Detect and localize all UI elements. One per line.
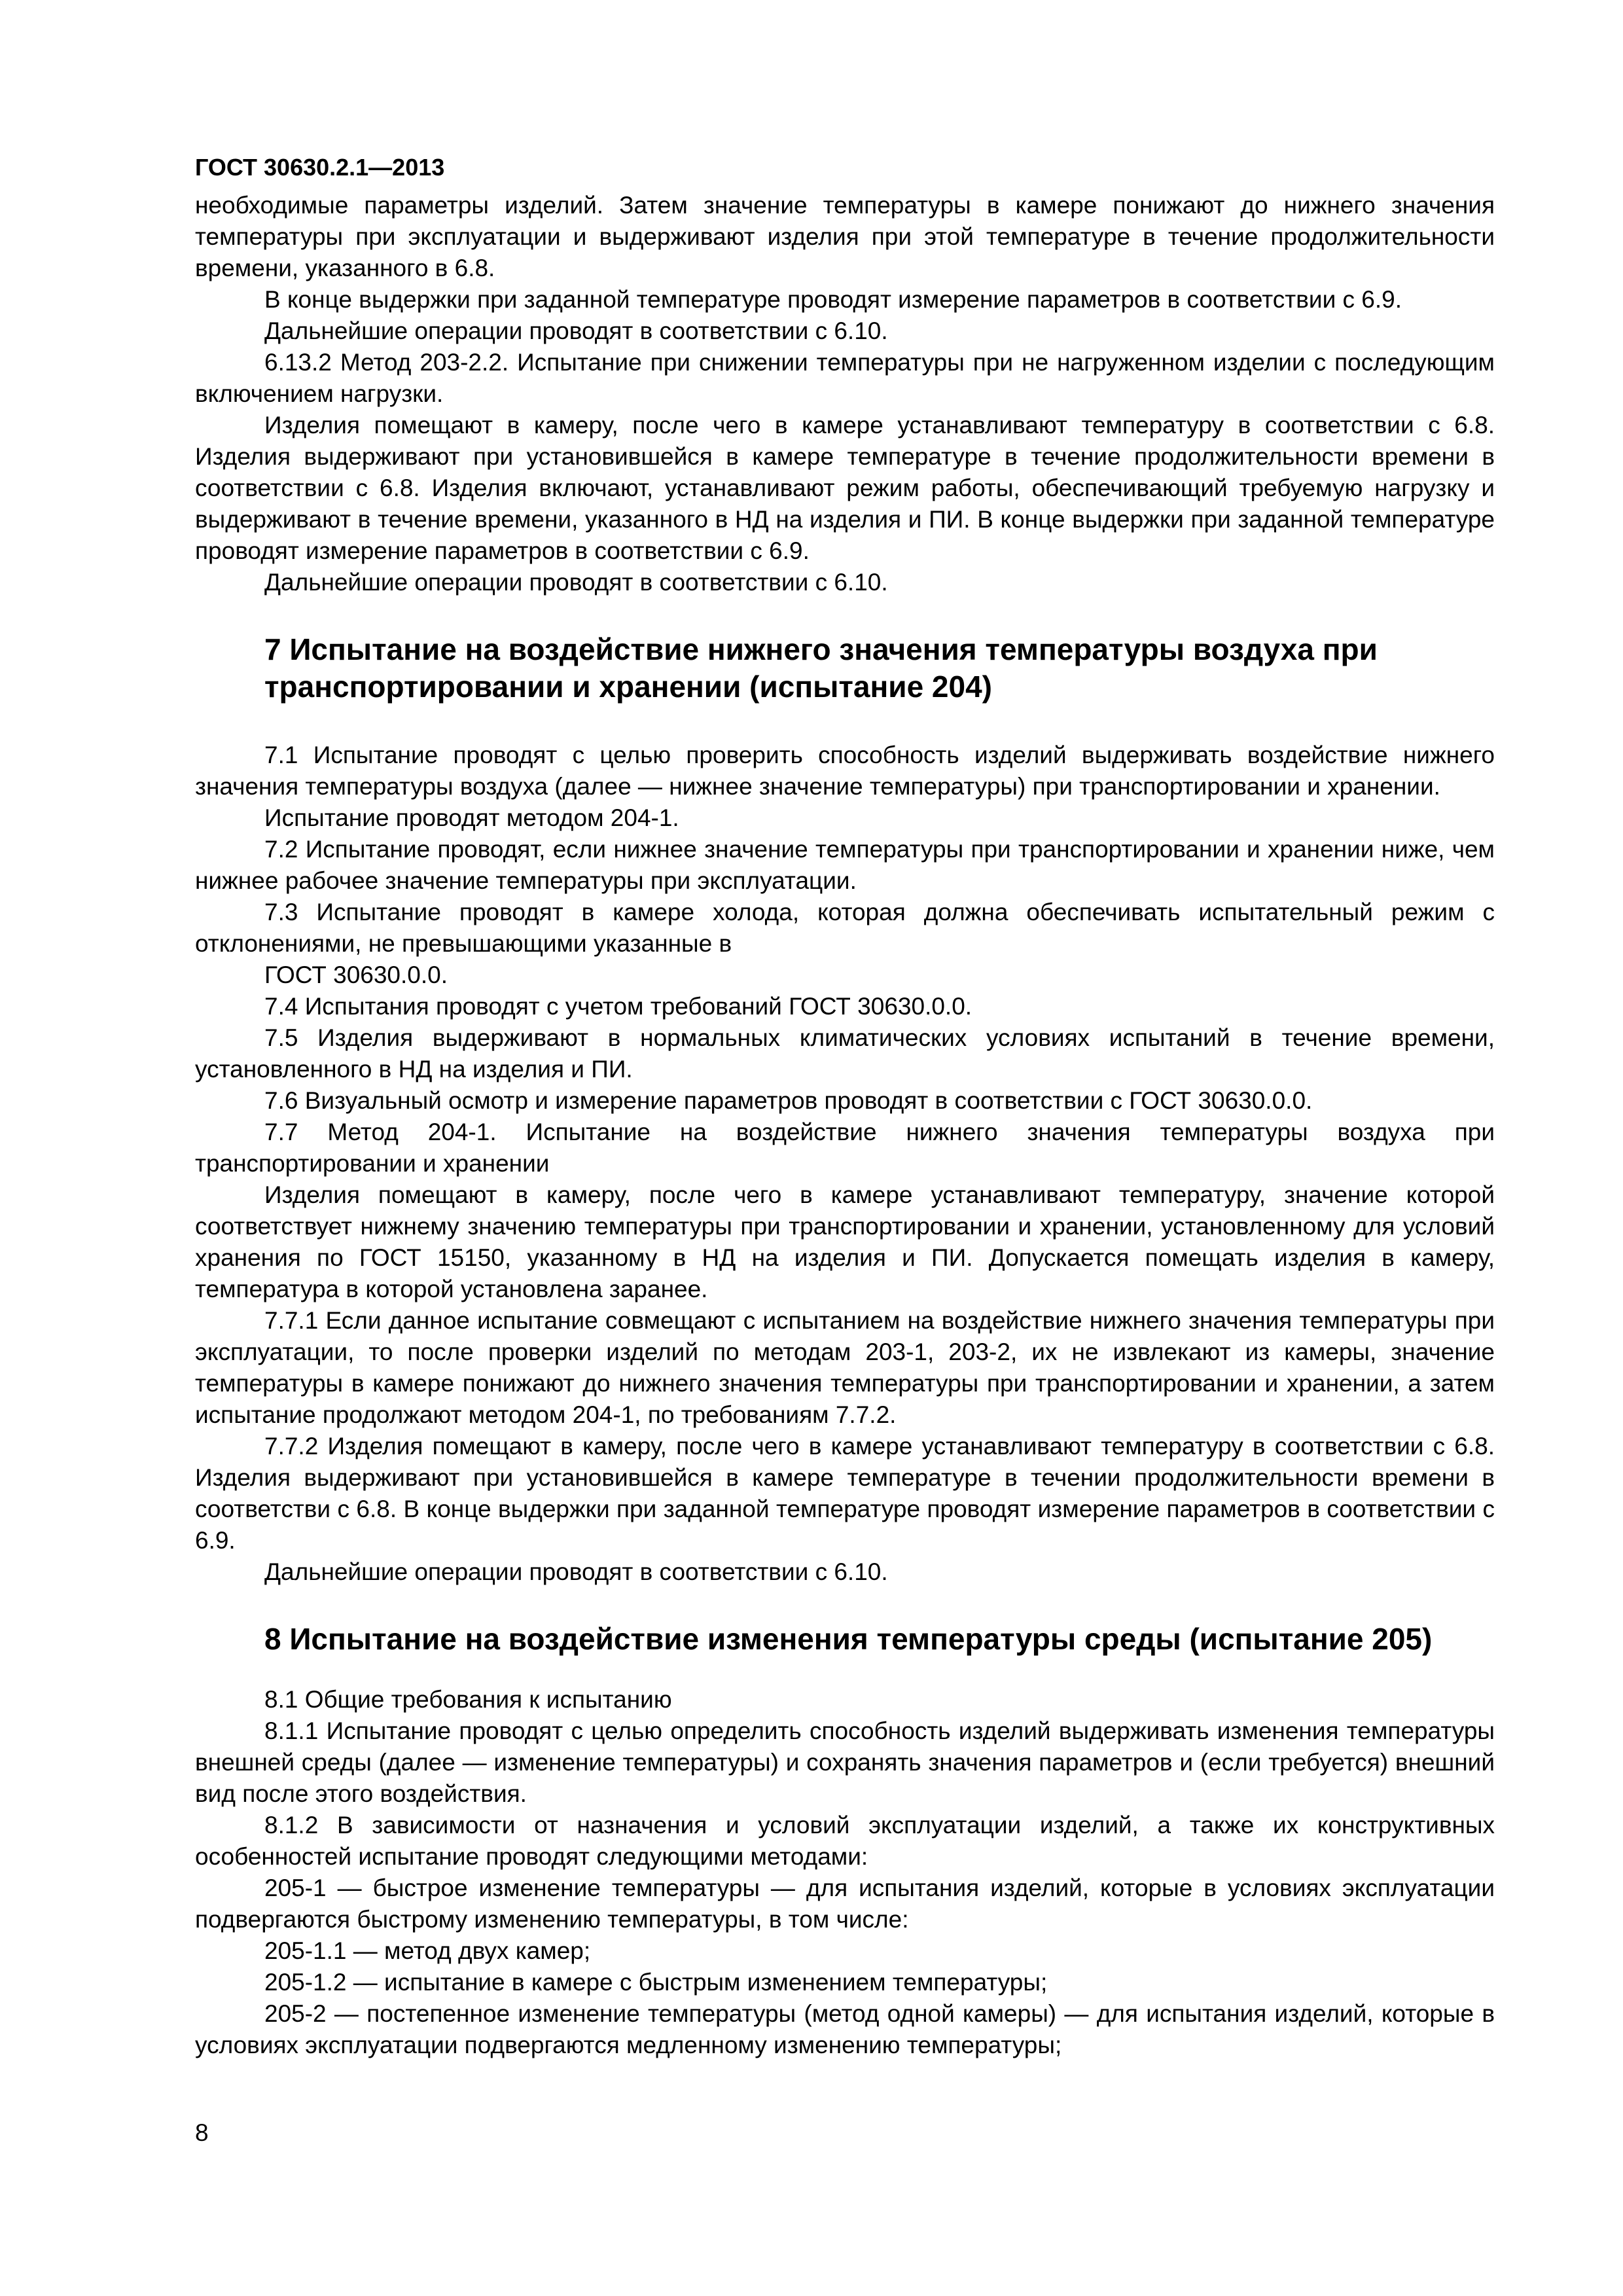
document-code: ГОСТ 30630.2.1—2013 xyxy=(195,154,445,181)
paragraph: 8.1.2 В зависимости от назначения и условий эксплуатации изделий, а также их конструктивных особенностей испытание проводят следующими методами: xyxy=(195,1812,1495,1870)
paragraph: 7.3 Испытание проводят в камере холода, которая должна обеспечивать испытательный режим с отклонениями, не превышающими указанные в xyxy=(195,899,1495,957)
paragraph: Дальнейшие операции проводят в соответствии с 6.10. xyxy=(264,317,888,344)
paragraph: 8.1.1 Испытание проводят с целью определить способность изделий выдерживать изменения температуры внешней среды (далее — изменение температуры) и сохранять значения параметров и (если требуется) внешний вид после этого воздействия. xyxy=(195,1717,1495,1807)
paragraph: 205-1.2 — испытание в камере с быстрым изменением температуры; xyxy=(264,1969,1048,1996)
paragraph: Изделия помещают в камеру, после чего в камере устанавливают температуру, значение которой соответствует нижнему значению температуры при транспортировании и хранении, установленному для условий хранения по ГОСТ 15150, указанному в НД на изделия и ПИ. Допускается помещать изделия в камеру, температура в которой установлена заранее. xyxy=(195,1181,1495,1302)
paragraph: Дальнейшие операции проводят в соответствии с 6.10. xyxy=(264,569,888,596)
paragraph: В конце выдержки при заданной температуре проводят измерение параметров в соответствии с 6.9. xyxy=(264,286,1402,313)
section-7 xyxy=(195,740,1495,1588)
page-number: 8 xyxy=(195,2119,209,2146)
paragraph: Испытание проводят методом 204-1. xyxy=(264,804,679,831)
section-8 xyxy=(195,1684,1495,2061)
paragraph: 7.1 Испытание проводят с целью проверить способность изделий выдерживать воздействие нижнего значения температуры воздуха (далее — нижнее значение температуры) при транспортировании и хранении. xyxy=(195,742,1495,800)
paragraph: ГОСТ 30630.0.0. xyxy=(264,961,448,988)
section-7-heading: 7 Испытание на воздействие нижнего значения температуры воздуха при транспортировании и хранении (испытание 204) xyxy=(264,632,1378,704)
paragraph: 7.5 Изделия выдерживают в нормальных климатических условиях испытаний в течение времени, установленного в НД на изделия и ПИ. xyxy=(195,1024,1495,1083)
paragraph: необходимые параметры изделий. Затем значение температуры в камере понижают до нижнего значения температуры при эксплуатации и выдерживают изделия при этой температуре в течение продолжительности времени, указанного в 6.8. xyxy=(195,192,1495,281)
paragraph: Изделия помещают в камеру, после чего в камере устанавливают температуру в соответствии с 6.8. Изделия выдерживают при установившейся в камере температуре в течение продолжительности времени в соответствии с 6.8. Изделия включают, устанавливают режим работы, обеспечивающий требуемую нагрузку и выдерживают в течение времени, указанного в НД на изделия и ПИ. В конце выдержки при заданной температуре проводят измерение параметров в соответствии с 6.9. xyxy=(195,412,1495,564)
section-8-heading: 8 Испытание на воздействие изменения температуры среды (испытание 205) xyxy=(264,1622,1433,1656)
paragraph: 7.4 Испытания проводят с учетом требований ГОСТ 30630.0.0. xyxy=(264,993,972,1020)
paragraph: 205-1.1 — метод двух камер; xyxy=(264,1937,591,1964)
paragraph: 7.7 Метод 204-1. Испытание на воздействие нижнего значения температуры воздуха при транспортировании и хранении xyxy=(195,1119,1495,1177)
paragraph: 7.7.2 Изделия помещают в камеру, после чего в камере устанавливают температуру в соответствии с 6.8. Изделия выдерживают при установившейся в камере температуре в течении продолжительности времени в соответстви с 6.8. В конце выдержки при заданной температуре проводят измерение параметров в соответствии с 6.9. xyxy=(195,1433,1495,1554)
document-page xyxy=(195,152,1495,2061)
paragraph: 205-2 — постепенное изменение температуры (метод одной камеры) — для испытания изделий, которые в условиях эксплуатации подвергаются медленному изменению температуры; xyxy=(195,2000,1495,2058)
paragraph: Дальнейшие операции проводят в соответствии с 6.10. xyxy=(264,1558,888,1585)
paragraph: 7.7.1 Если данное испытание совмещают с испытанием на воздействие нижнего значения температуры при эксплуатации, то после проверки изделий по методам 203-1, 203-2, их не извлекают из камеры, значение температуры в камере понижают до нижнего значения температуры при транспортировании и хранении, а затем испытание продолжают методом 204-1, по требованиям 7.7.2. xyxy=(195,1307,1495,1428)
paragraph: 6.13.2 Метод 203-2.2. Испытание при снижении температуры при не нагруженном изделии с последующим включением нагрузки. xyxy=(195,349,1495,407)
paragraph: 205-1 — быстрое изменение температуры — для испытания изделий, которые в условиях эксплуатации подвергаются быстрому изменению температуры, в том числе: xyxy=(195,1874,1495,1933)
paragraph: 8.1 Общие требования к испытанию xyxy=(264,1686,672,1713)
section-6-continuation xyxy=(195,190,1495,598)
paragraph: 7.6 Визуальный осмотр и измерение параметров проводят в соответствии с ГОСТ 30630.0.0. xyxy=(264,1087,1313,1114)
paragraph: 7.2 Испытание проводят, если нижнее значение температуры при транспортировании и хранении ниже, чем нижнее рабочее значение температуры при эксплуатации. xyxy=(195,836,1495,894)
